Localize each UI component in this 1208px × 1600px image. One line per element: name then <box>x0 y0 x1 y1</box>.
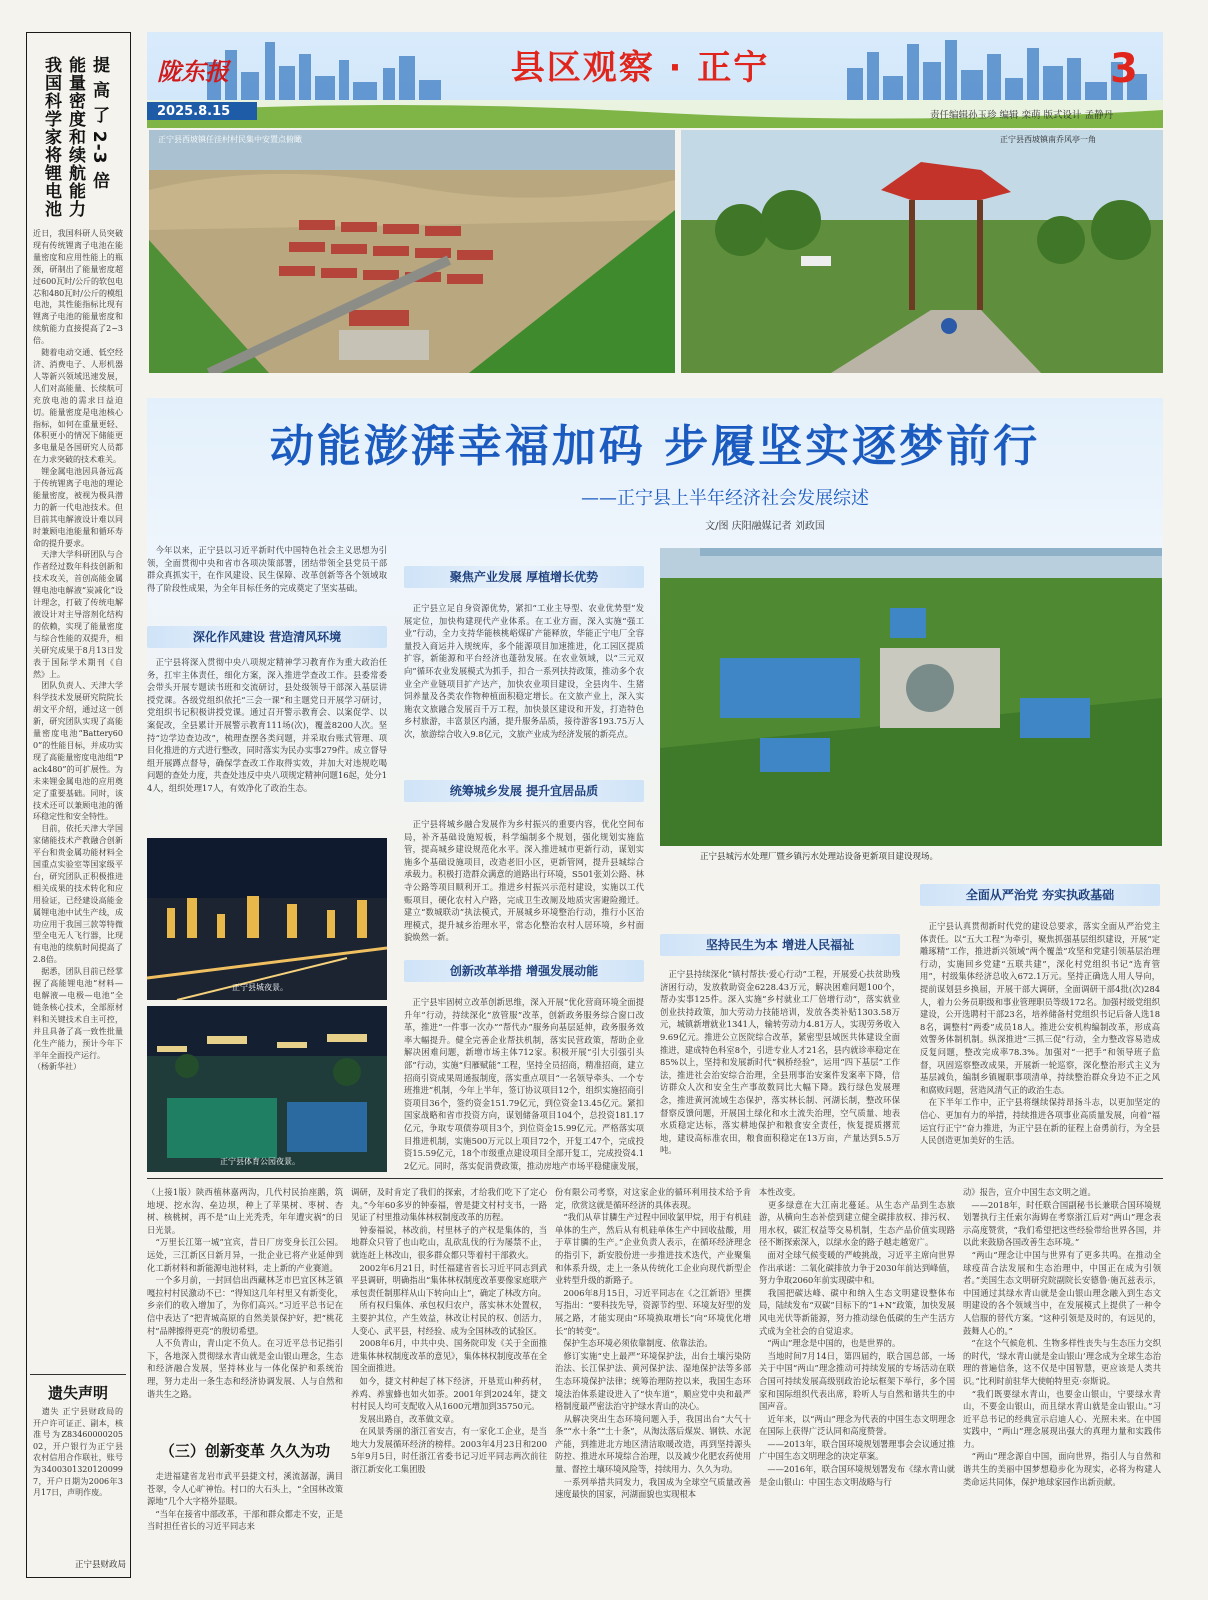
photo-village <box>149 130 675 373</box>
notice-body: 遗失 正宁县财政局的开户许可证正、副本，核准号为Z8346000020502，开户银行为正宁县农村信用合作联社，账号为34003013201200997，开户日期为2006年3月17日，声明作废。 <box>33 1407 123 1498</box>
bottom-col-4: 本性改变。 更多绿意在大江南北蔓延。从生态产品到生态旅游，从横向生态补偿到建立健全碳排放权、排污权、用水权，碳汇权益等交易机制，生态产品价值实现路径不断探索深入，以绿水金的路子越走越宽广。 面对全球气候变暖的严峻挑战，习近平主席向世界作出承诺：二氧化碳排放力争于2030年前达到峰值，努力争取2060年前实现碳中和。 我国把碳达峰、碳中和纳入生态文明建设整体布局，陆续发布“双碳”目标下的“1+N”政策，加快发展风电光伏等新能源，努力推动绿色低碳的生产生活方式成为全社会的自觉追求。 “两山”理念是中国的，也是世界的。 当地时间7月14日，第四届约，联合国总部，一场关于中国“两山”理念推动可持续发展的专场活动在联合国可持续发展高级别政治论坛框架下举行，多个国家和国际组织代表出席，聆听人与自然和谐共生的中国声音。 近年来，以“两山”理念为代表的中国生态文明理念在国际上获得广泛认同和高度赞誉。 ——2013年，联合国环境规划署理事会会议通过推广中国生态文明理念的决定草案。 ——2016年，联合国环境规划署发布《绿水青山就是金山银山：中国生态文明战略与行 <box>759 1187 955 1487</box>
bottom-subheading: （三）创新变革 久久为功 <box>159 1442 331 1460</box>
section-body-2: 正宁县立足自身资源优势，紧扣“工业主导型、农业优势型”发展定位，加快构建现代产业体系。在工业方面，深入实施“强工业”行动，全力支持华能核桃峪煤矿产能释放，华能正宁电厂全容量投入商运并入规统库，多个能源项目加速推进，化工园区提质扩容，新能源和平台经济也蓬勃发展。在农业领域，以“三元双向”循环农业发展模式为抓手，扣合一系列扶持政策，推动多个农业全产业链项目扩产达产，加快农业项目建设，全县肉牛、生猪饲养量及各类农作物种植面积稳定增长。在文旅产业上，深入实施农文旅融合发展百千万工程，加快景区建设和开发，打造特色乡村旅游，丰富景区内涵，提升服务品质，接待游客193.75万人次，旅游综合收入9.8亿元，文旅产业成为经济发展的新亮点。 <box>404 603 644 739</box>
photo-pavilion <box>681 130 1163 373</box>
notice-signature: 正宁县财政局 <box>74 1560 126 1570</box>
issue-date: 2025.8.15 <box>157 104 231 119</box>
sports-park-image <box>147 1006 387 1172</box>
article-title: 动能澎湃幸福加码 步履坚实逐梦前行 <box>269 421 1041 472</box>
article-byline: 文/图 庆阳融媒记者 刘政国 <box>705 521 825 532</box>
bottom-col-1a: （上接1版）陕西植林嘉两沟，几代村民抬座鹅，筑地埂、挖水沟、垒边坝，种上了苹果树、枣树、杏树、核桃树，再不是“山上光秃秃，年年遭灾祸”的日日光景。 “万里长江第一城”宜宾，昔日厂房变身长江公园。远处，三江新区日新月异，一批企业已将产业延伸到化工新材料和新能源电池材料，走上新的产业赛道。 一个多月前，一封回信出西藏林芝市巴宜区林芝镇嘎拉村村民激动不已：“得知这几年村里又有新变化，乡亲们的收入增加了，为你们高兴。”习近平总书记在信中表达了“把青城高原的自然美景保护好，把“桃花村”品牌擦得更亮”的殷切希望。 人不负青山，青山定不负人。在习近平总书记指引下，各地深入贯彻绿水青山就是金山银山理念，生态和经济融合发展，坚持林业与一体化保护和系统治理，努力走出一条生态和经济协调发展、人与自然和谐共生之路。 <box>147 1187 343 1399</box>
caption-treatment-plant: 正宁县城污水处理厂暨乡镇污水处理站设备更新项目建设现场。 <box>700 852 939 862</box>
bottom-col-3: 份有限公司考察，对这家企业的循环利用技术给予肯定，欣赏这就是循环经济的具体表现。 “我们从草甘膦生产过程中回收氯甲烷，用于有机硅单体的生产，然后从有机硅单体生产中回收盐酸，用于草甘膦的生产。”企业负责人表示，在循环经济理念的指引下，新安股份进一步推进技术迭代，产业聚集和体系升级，走上一条从传统化工企业向现代新型企业转型升级的新路子。 2006年8月15日，习近平同志在《之江新语》里撰写指出：“要科技先导，资源节约型、环境友好型的发展之路，才能实现由“环境换取增长”向“环境优化增长”的转变”。 保护生态环境必须依靠制度、依靠法治。 修订实施“史上最严”环境保护法，出台土壤污染防治法、长江保护法、黄河保护法、湿地保护法等多部生态环境保护法律；统筹治理防控以来，我国生态环境法治体系建设进入了“快车道”，顺应党中央和最严格制度最严密法治守护绿水青山的决心。 从解决突出生态环境问题入手，我国出台“大气十条”“水十条”“土十条”，从淘汰落后煤炭、钢铁、水泥产能，到推进北方地区清洁取暖改造，再到坚持源头防控、推进水环境综合治理，以及减少化肥农药使用量、督控土壤环境风险等，持续用力、久久为功。 一系列举措共同发力，我国成为全球空气质量改善速度最快的国家，河湖面貌也实现根本 <box>555 1187 751 1500</box>
section-heading-2: 聚焦产业发展 厚植增长优势 <box>404 566 644 588</box>
section-body-5: 正宁县持续深化“镇村帮扶·爱心行动”工程，开展爱心扶贫助残济困行动，发放救助资金6228.43万元，解决困难问题100个，帮办实事125件。深入实施“乡村就业工厂倍增行动”，落实就业创业扶持政策，加大劳动力技能培训，发放各类补贴1303.58万元，城镇新增就业1341人，输转劳动力4.81万人，实现劳务收入9.69亿元。推进公立医院综合改革，紧密型县域医共体建设全面推进，建成特色科室8个，引进专业人才21名，县内就诊率稳定在85%以上，坚持和发展新时代“枫桥经验”，运用“四下基层”工作法，推进社会治安综合治理，全县刑事治安案件发案率下降，信访群众人次和安全生产事故数同比大幅下降。践行绿色发展理念，推进黄河流域生态保护，落实林长制、河湖长制，整改环保督察反馈问题，开展国土绿化和水土流失治理，空气质量、地表水质稳定达标，落实耕地保护和粮食安全责任，恢复提质撂荒地，建设高标准农田，粮食面积稳定在13万亩，产量达到5.5万吨。 <box>660 969 900 1156</box>
page-number: 3 <box>1110 46 1138 92</box>
notice-title: 遗失声明 <box>47 1384 108 1402</box>
article-subtitle: ——正宁县上半年经济社会发展综述 <box>581 488 869 509</box>
caption-sports-park: 正宁县体育公园夜景。 <box>220 1157 300 1166</box>
sidebar-headline-3: 我国科学家将锂电池 <box>41 56 61 218</box>
sidebar-headline-2: 能量密度和续航能力 <box>65 56 85 218</box>
section-heading-4: 创新改革举措 增强发展动能 <box>404 960 644 982</box>
article-intro: 今年以来，正宁县以习近平新时代中国特色社会主义思想为引领，全面贯彻中央和省市各项决策部署，团结带领全县党员干部群众真抓实干，在作风建设、民生保障、改革创新等各个领域取得了阶段性成果，为全年目标任务的完成奠定了坚实基础。 <box>147 545 387 593</box>
section-heading-3: 统筹城乡发展 提升宜居品质 <box>404 780 644 802</box>
photo-night-city <box>147 838 387 1000</box>
section-heading-5: 坚持民生为本 增进人民福祉 <box>660 934 900 956</box>
bottom-divider <box>147 1178 1163 1179</box>
caption-pavilion: 正宁县西坡镇南乔风亭一角 <box>1000 135 1096 144</box>
section-body-6: 正宁县认真贯彻新时代党的建设总要求，落实全面从严治党主体责任。以“五大工程”为牵引，聚焦抓强基层组织建设，开展“定雕琢精”工作，推进新兴领域“两个覆盖”攻坚和党建引领基层治理行动，实施回乡党建“五联共建”，深化村党组织书记“选育管用”，村级集体经济总收入672.1万元。坚持正确选人用人导向，提前谋划县乡换届，开展干部大调研，全面调研干部4批(次)284人，着力公务员职级和事业管理职员等级172名。加强村级党组织建设，公开选聘村干部23名，培养储备村党组织书记后备人选188名，调整村“两委”成员18人。推进公安机构编制改革，形成高效警务体制机制。纵深推进“三抓三促”行动，全力整改容易造成反复问题，整改完成率78.3%。加强对“一把手”和领导班子监督，巩固巡察整改成果，开展新一轮巡察，深化整治形式主义为基层减负，编制乡镇履职事项清单，持续整治群众身边不正之风和腐败问题，营造风清气正的政治生态。 在下半年工作中，正宁县将继续保持昂扬斗志，以更加坚定的信心、更加有力的举措，持续推进各项事业高质量发展，向着“福运宜行正宁”奋力推进，为正宁县在新的征程上奋勇前行，为全县人民创造更加美好的生活。 <box>920 921 1160 1146</box>
section-body-1: 正宁县将深入贯彻中央八项规定精神学习教育作为重大政治任务，扛牢主体责任，细化方案，深入推进学查改工作。县委常委会带头开展专题读书班和交流研讨，县处级领导干部深入基层讲授党课。各级党组织依托“三会一课”和主题党日开展学习研讨，党组织书记积极讲授党课。通过召开警示教育会、以案促学、以案促改，全县累计开展警示教育111场(次)，覆盖8200人次。坚持“边学边查边改”，梳理查摆各类问题，并采取台账式管理、项目化推进的方式进行整改，同时落实为民办实事279件。成立督导组开展蹲点督导，确保学查改工作取得实效，并加大对违规吃喝问题的查处力度，共查处违反中央八项规定精神问题16起，处分14人，组织处理17人，有效净化了政治生态。 <box>147 657 387 793</box>
night-city-image <box>147 838 387 1000</box>
newspaper-logo: 陇东报 <box>157 57 229 86</box>
sidebar-divider <box>30 1374 126 1375</box>
bottom-col-1b: 走进福建省龙岩市武平县捷文村，溪流潺潺，满目苍翠，令人心旷神怡。村口的大石头上，“全国林改策源地”几个大字格外显眼。 “当年在接省中部改革，干部和群众都走不安，正是当时担任省长的习近平同志来 <box>147 1471 343 1532</box>
sidebar-headline-1: 提 高 了 2-3 倍 <box>89 56 109 190</box>
pavilion-image <box>681 130 1163 373</box>
bottom-col-2: 调研，及时肯定了我们的探索，才给我们吃下了定心丸。”今年60多岁的钟泰福，曾是捷文村村支书，一路见证了村里推动集体林权制度改革的历程。 钟泰福说，林改前，村里林子的产权是集体的，当地群众只管了也山吃山，乱砍乱伐的行为屡禁不止，就连赶上林改山，很多群众都只等着村干部救火。 2002年6月21日，时任福建省省长习近平同志到武平县调研，明确指出“集体林权制度改革要像家庭联产承包责任制那样从山下转向山上”，确定了林改方向。 所有权归集体、承包权归农户，落实林木处置权，主要护其位，产生效益，林改让村民的权、创活力，人变心、武平县，村经验、成为全国林改的试验区。 2008年6月，中共中央、国务院印发《关于全面推进集体林权制度改革的意见》，集体林权制度改革在全国全面推进。 如今，捷文村种起了林下经济，开垦荒山种药材，养鸡、养蜜蜂也如火如荼。2001年到2024年，捷文村村民人均可支配收入从1600元增加到35750元。 发展出路自，改革做文章。 在风景秀丽的浙江省安吉，有一家化工企业，是当地大力发展循环经济的榜样。2003年4月23日和2005年9月5日，时任浙江省委书记习近平同志两次前往浙江新安化工集团股 <box>351 1187 547 1475</box>
bottom-col-5: 动》报告，宣介中国生态文明之道。 ——2018年，时任联合国副秘书长兼联合国环境规划署执行主任索尔海姆在考察浙江后对“两山”理念表示高度赞赏，“我们希望把这些经验带给世界各国，并以此来鼓励各国改善生态环境。” “两山”理念让中国与世界有了更多共鸣。在推动全球疫苗合法发展和生态治理中，中国正在成为引领者。”美国生态文明研究院副院长安德鲁·施瓦兹表示，中国通过其绿水青山就是金山银山理念融入到生态文明建设的各个领域当中，在发展模式上提供了一种令人信服的替代方案。“这种引领是及时的，有远见的，鼓舞人心的。” “在这个气候危机、生物多样性丧失与生态压力交织的时代，‘绿水青山就是金山银山’理念成为全球生态治理的普遍信条，这不仅是中国智慧，更应该是人类共识。”比利时前驻华大使帕特里克·奈斯说。 “我们既要绿水青山，也要金山银山，宁要绿水青山，不要金山银山，而且绿水青山就是金山银山。”习近平总书记的经典宣示启迪人心、光照未来。在中国实践中，“两山”理念展现出强大的真理力量和实践伟力。 “两山”理念源自中国，面向世界，指引人与自然和谐共生的美丽中国梦想稳步化为现实，必将为构建人类命运共同体，保护地球家园作出新贡献。 <box>963 1187 1161 1487</box>
photo-treatment-plant <box>660 548 1162 846</box>
section-heading-1: 深化作风建设 营造清风环境 <box>147 626 387 648</box>
section-heading-6: 全面从严治党 夯实执政基础 <box>920 884 1160 906</box>
section-body-4: 正宁县牢固树立改革创新思维，深入开展“优化营商环境全面提升年”行动，持续深化“放管服”改革，创新政务服务综合窗口改革，推进“一件事一次办”“帮代办”服务向基层延伸，政务服务效率大幅提升。健全完善企业帮扶机制，落实民营政策，帮助企业解决困难问题，新增市场主体712家。积极开展“引大引强引头部”行动，实施“归雁赋能”工程，坚持全员招商，精准招商，建立招商引资成果周通报制度，落实重点项目“一名领导牵头、一个专班推进”机制，今年上半年，签订协议项目12个，组织实施招商引资项目36个，签约资金151.79亿元，到位资金13.45亿元。紧扣国家战略和省市投资方向，谋划储备项目104个，总投资181.17亿元，争取专项债券项目3个，到位资金15.99亿元。严格落实项目推进机制，实施500万元以上项目72个，开复工47个，完成投资15.59亿元，18个市级重点建设项目全部开复工，完成投资4.12亿元。同时，落实促消费政策，推动房地产市场平稳健康发展， <box>404 997 644 1171</box>
photo-sports-park <box>147 1006 387 1172</box>
sidebar-body: 近日，我国科研人员突破现有传统锂离子电池在能量密度和应用性能上的瓶颈，研制出了能量密度超过600瓦时/公斤的软包电芯和480瓦时/公斤的模组电池，其性能指标比现有锂离子电池的能量密度和续航能力直接提高了2~3倍。 随着电动交通、低空经济、消费电子、人形机器人等新兴领域迅速发展，人们对高能量、长续航可充放电池的需求日益迫切。能量密度是电池核心指标，如何在重量更轻、体积更小的情况下储能更多电量是各国研究人员都在力求突破的技术难关。 锂金属电池因具备远高于传统锂离子电池的理论能量密度，被视为极具潜力的新一代电池技术。但目前其电解液设计难以同时兼顾电池能量和循环寿命的提升要求。 天津大学科研团队与合作者经过数年科技创新和技术攻关，首创高能金属锂电池电解液“炭减化”设计理念，打破了传统电解液设计对主导溶剂化结构的依赖，实现了能量密度与综合性能的双提升，相关研究成果于8月13日发表于国际学术期刊《自然》上。 团队负责人、天津大学科学技术发展研究院院长胡文平介绍，通过这一创新，研究团队实现了高能量密度电池“Battery600”的性能目标，并成功实现了高能量密度电池组“Pack480”的可扩展性。为未来锂金属电池的应用奠定了重要基础。同时，该技术还可以兼顾电池的循环稳定性和安全特性。 目前，依托天津大学国家储能技术产教融合创新平台和贵金属功能材料全国重点实验室等国家级平台，研究团队正积极推进相关成果的技术转化和应用验证，已经建设高能金属锂电池中试生产线，成功应用于我国三款等特微型全电无人飞行器，比现有电池的续航时间提高了2.8倍。 据悉，团队目前已经掌握了高能锂电池“材料—电解液—电极—电池”全链条核心技术，全部原材料和关键技术自主可控，并且具备了高一致性批量化生产能力，预计今年下半年全面投产运行。 （杨新华社） <box>33 229 123 1072</box>
treatment-plant-image <box>660 548 1162 846</box>
caption-village: 正宁县西坡镇任洼村村民集中安置点俯瞰 <box>158 135 302 144</box>
editor-credits: 责任编辑孙玉珍 编辑 栾萌 版式设计 孟静丹 <box>930 110 1114 121</box>
caption-night-city: 正宁县城夜景。 <box>232 983 288 992</box>
section-body-3: 正宁县将城乡融合发展作为乡村振兴的重要内容，优化空间布局，补齐基础设施短板，科学编制多个规划，强化规划实施监管，提高城乡建设规范化水平。深入推进城市更新行动，谋划实施多个基础设施项目，改造老旧小区，更新管网，提升县城综合承载力。积极打造群众满意的道路出行环境，S501张刘公路、林寺公路等项目顺利开工。推进乡村振兴示范村建设，实施以工代赈项目，硬化农村入户路，完成卫生改厕及地质灾害避险搬迁。建立“数城联动”执法模式，开展城乡环境整治行动，推行小区治理模式，提升城乡治理水平，常态化整治农村人居环境，乡村面貌焕然一新。 <box>404 819 644 943</box>
page-title: 县区观察 · 正宁 <box>510 48 770 88</box>
village-aerial-image <box>149 130 675 373</box>
